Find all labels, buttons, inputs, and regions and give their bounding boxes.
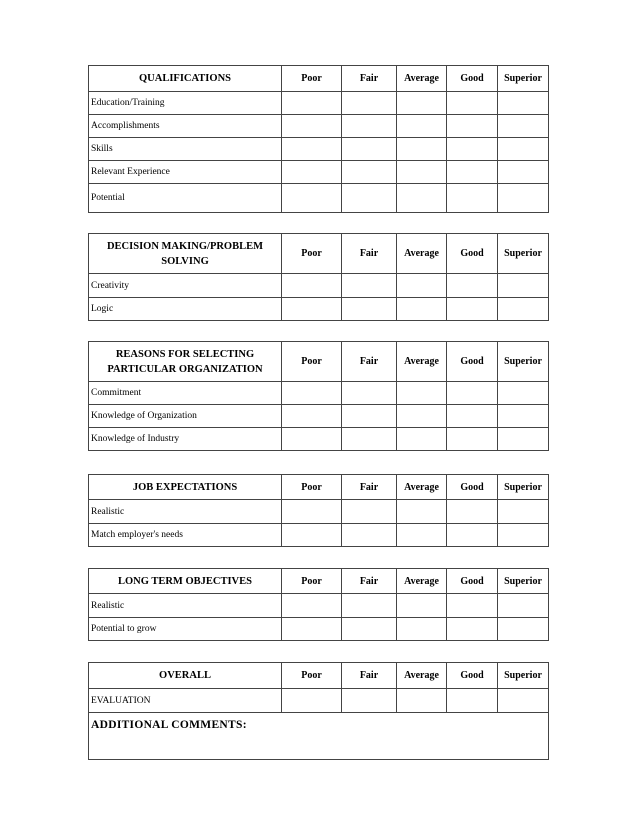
rating-cell-fair[interactable]	[342, 382, 397, 405]
rating-header-fair: Fair	[342, 569, 397, 594]
rating-cell-poor[interactable]	[282, 298, 342, 321]
rating-cell-good[interactable]	[447, 298, 498, 321]
rating-cell-poor[interactable]	[282, 92, 342, 115]
qualifications-table	[88, 65, 549, 213]
rating-cell-good[interactable]	[447, 184, 498, 213]
criterion-label: Accomplishments	[89, 115, 282, 138]
rating-cell-average[interactable]	[397, 594, 447, 618]
rating-header-poor: Poor	[282, 475, 342, 500]
rating-cell-fair[interactable]	[342, 92, 397, 115]
section-title: QUALIFICATIONS	[89, 66, 282, 92]
rating-cell-good[interactable]	[447, 161, 498, 184]
long-term-objectives-table	[88, 568, 549, 641]
decision-making-table	[88, 233, 549, 321]
rating-cell-fair[interactable]	[342, 618, 397, 641]
criterion-label: Realistic	[89, 594, 282, 618]
rating-cell-poor[interactable]	[282, 594, 342, 618]
rating-cell-good[interactable]	[447, 618, 498, 641]
rating-header-good: Good	[447, 663, 498, 689]
rating-cell-average[interactable]	[397, 298, 447, 321]
rating-cell-superior[interactable]	[498, 428, 549, 451]
criterion-label: EVALUATION	[89, 689, 282, 713]
rating-cell-fair[interactable]	[342, 161, 397, 184]
rating-header-good: Good	[447, 569, 498, 594]
criterion-label: Knowledge of Industry	[89, 428, 282, 451]
rating-cell-superior[interactable]	[498, 524, 549, 547]
rating-header-good: Good	[447, 234, 498, 274]
rating-cell-good[interactable]	[447, 500, 498, 524]
rating-header-average: Average	[397, 66, 447, 92]
rating-cell-superior[interactable]	[498, 161, 549, 184]
rating-cell-fair[interactable]	[342, 689, 397, 713]
section-title: JOB EXPECTATIONS	[89, 475, 282, 500]
overall-table	[88, 662, 549, 760]
rating-header-average: Average	[397, 663, 447, 689]
additional-comments-area[interactable]	[89, 713, 549, 760]
rating-cell-fair[interactable]	[342, 524, 397, 547]
criterion-label: Realistic	[89, 500, 282, 524]
rating-cell-superior[interactable]	[498, 274, 549, 298]
rating-cell-average[interactable]	[397, 689, 447, 713]
rating-cell-good[interactable]	[447, 689, 498, 713]
rating-cell-poor[interactable]	[282, 524, 342, 547]
rating-cell-poor[interactable]	[282, 618, 342, 641]
rating-cell-poor[interactable]	[282, 405, 342, 428]
rating-header-superior: Superior	[498, 475, 549, 500]
rating-header-poor: Poor	[282, 342, 342, 382]
rating-cell-superior[interactable]	[498, 382, 549, 405]
criterion-label: Logic	[89, 298, 282, 321]
rating-header-average: Average	[397, 342, 447, 382]
rating-cell-average[interactable]	[397, 184, 447, 213]
criterion-label: Potential	[89, 184, 282, 213]
rating-header-average: Average	[397, 569, 447, 594]
rating-cell-average[interactable]	[397, 115, 447, 138]
rating-cell-fair[interactable]	[342, 500, 397, 524]
rating-cell-superior[interactable]	[498, 500, 549, 524]
rating-cell-poor[interactable]	[282, 184, 342, 213]
rating-header-superior: Superior	[498, 342, 549, 382]
rating-header-fair: Fair	[342, 475, 397, 500]
rating-header-poor: Poor	[282, 569, 342, 594]
section-title: OVERALL	[89, 663, 282, 689]
rating-cell-good[interactable]	[447, 524, 498, 547]
rating-cell-good[interactable]	[447, 594, 498, 618]
criterion-label: Relevant Experience	[89, 161, 282, 184]
criterion-label: Match employer's needs	[89, 524, 282, 547]
reasons-for-selecting-table	[88, 341, 549, 451]
rating-cell-fair[interactable]	[342, 115, 397, 138]
rating-cell-superior[interactable]	[498, 138, 549, 161]
criterion-label: Knowledge of Organization	[89, 405, 282, 428]
rating-header-fair: Fair	[342, 234, 397, 274]
rating-header-fair: Fair	[342, 342, 397, 382]
rating-cell-good[interactable]	[447, 115, 498, 138]
rating-header-average: Average	[397, 234, 447, 274]
section-title: LONG TERM OBJECTIVES	[89, 569, 282, 594]
rating-cell-good[interactable]	[447, 92, 498, 115]
rating-cell-poor[interactable]	[282, 274, 342, 298]
job-expectations-table	[88, 474, 549, 547]
rating-cell-average[interactable]	[397, 161, 447, 184]
rating-cell-fair[interactable]	[342, 184, 397, 213]
rating-cell-fair[interactable]	[342, 594, 397, 618]
additional-comments-label: ADDITIONAL COMMENTS:	[91, 719, 247, 731]
rating-cell-average[interactable]	[397, 405, 447, 428]
criterion-label: Potential to grow	[89, 618, 282, 641]
criterion-label: Creativity	[89, 274, 282, 298]
rating-cell-superior[interactable]	[498, 92, 549, 115]
rating-header-good: Good	[447, 475, 498, 500]
rating-cell-poor[interactable]	[282, 689, 342, 713]
rating-cell-average[interactable]	[397, 428, 447, 451]
rating-cell-superior[interactable]	[498, 298, 549, 321]
rating-cell-superior[interactable]	[498, 184, 549, 213]
rating-cell-average[interactable]	[397, 92, 447, 115]
rating-header-poor: Poor	[282, 66, 342, 92]
criterion-label: Commitment	[89, 382, 282, 405]
rating-cell-average[interactable]	[397, 382, 447, 405]
rating-cell-superior[interactable]	[498, 115, 549, 138]
rating-cell-poor[interactable]	[282, 138, 342, 161]
rating-header-superior: Superior	[498, 663, 549, 689]
rating-cell-average[interactable]	[397, 274, 447, 298]
rating-cell-good[interactable]	[447, 274, 498, 298]
rating-cell-superior[interactable]	[498, 405, 549, 428]
rating-header-good: Good	[447, 342, 498, 382]
rating-header-superior: Superior	[498, 569, 549, 594]
rating-header-poor: Poor	[282, 234, 342, 274]
rating-cell-good[interactable]	[447, 405, 498, 428]
rating-cell-fair[interactable]	[342, 138, 397, 161]
rating-cell-superior[interactable]	[498, 618, 549, 641]
rating-cell-average[interactable]	[397, 138, 447, 161]
rating-cell-superior[interactable]	[498, 594, 549, 618]
criterion-label: Skills	[89, 138, 282, 161]
rating-cell-average[interactable]	[397, 524, 447, 547]
rating-cell-poor[interactable]	[282, 382, 342, 405]
rating-header-fair: Fair	[342, 663, 397, 689]
rating-header-poor: Poor	[282, 663, 342, 689]
rating-cell-average[interactable]	[397, 618, 447, 641]
rating-cell-poor[interactable]	[282, 161, 342, 184]
rating-header-fair: Fair	[342, 66, 397, 92]
rating-cell-poor[interactable]	[282, 500, 342, 524]
rating-cell-good[interactable]	[447, 138, 498, 161]
rating-header-average: Average	[397, 475, 447, 500]
rating-cell-poor[interactable]	[282, 428, 342, 451]
section-title: DECISION MAKING/PROBLEM SOLVING	[89, 234, 282, 274]
rating-cell-fair[interactable]	[342, 405, 397, 428]
rating-cell-good[interactable]	[447, 428, 498, 451]
rating-cell-poor[interactable]	[282, 115, 342, 138]
section-title: REASONS FOR SELECTING PARTICULAR ORGANIZATION	[89, 342, 282, 382]
rating-cell-superior[interactable]	[498, 689, 549, 713]
rating-cell-average[interactable]	[397, 500, 447, 524]
rating-cell-fair[interactable]	[342, 298, 397, 321]
rating-cell-fair[interactable]	[342, 274, 397, 298]
rating-header-good: Good	[447, 66, 498, 92]
rating-cell-good[interactable]	[447, 382, 498, 405]
rating-header-superior: Superior	[498, 66, 549, 92]
rating-cell-fair[interactable]	[342, 428, 397, 451]
criterion-label: Education/Training	[89, 92, 282, 115]
rating-header-superior: Superior	[498, 234, 549, 274]
